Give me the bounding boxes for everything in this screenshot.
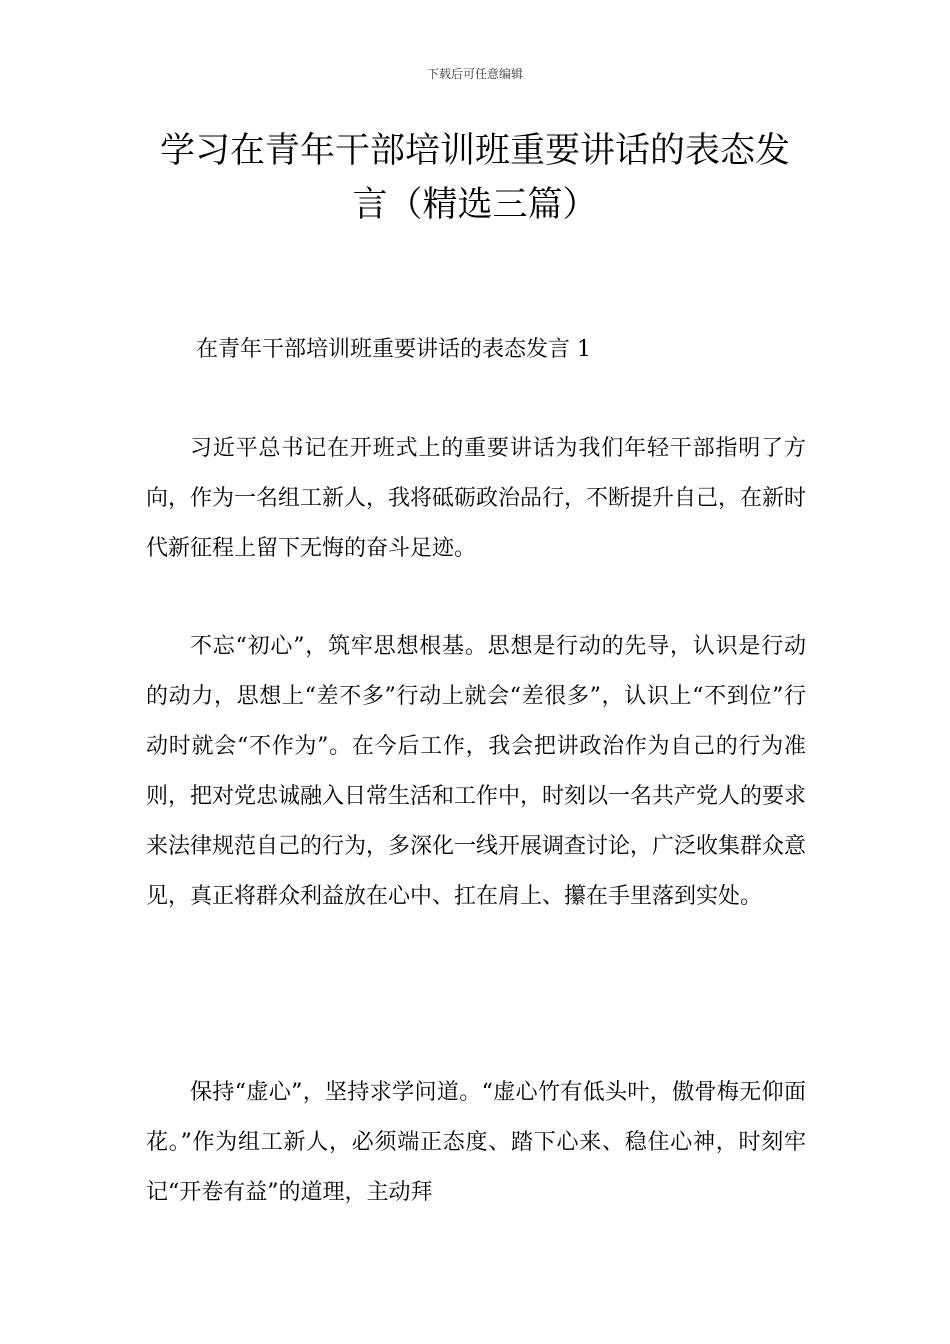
document-title (145, 124, 805, 232)
page-header-note: 下载后可任意编辑 (426, 67, 523, 81)
document-title-line-2: 言（精选三篇） (352, 185, 598, 225)
body-paragraph-2: 不忘“初心”，筑牢思想根基。思想是行动的先导，认识是行动的动力，思想上“差不多”行动上就会“差很多”，认识上“不到位”行动时就会“不作为”。在今后工作，我会把讲政治作为自己的行为准则，把对党忠诚融入日常生活和工作中，时刻以一名共产党人的要求来法律规范自己的行为，多深化一线开展调查讨论，广泛收集群众意见，真正将群众利益放在心中、扛在肩上、攥在手里落到实处。 (146, 634, 807, 909)
document-title-line-1: 学习在青年干部培训班重要讲话的表态发 (159, 131, 790, 171)
body-paragraph-3: 保持“虚心”，坚持求学问道。“虚心竹有低头叶，傲骨梅无仰面花。”作为组工新人，必须端正态度、踏下心来、稳住心神，时刻牢记“开卷有益”的道理，主动拜 (146, 1080, 806, 1205)
body-paragraph-1: 习近平总书记在开班式上的重要讲话为我们年轻干部指明了方向，作为一名组工新人，我将砥砺政治品行，不断提升自己，在新时代新征程上留下无悔的奋斗足迹。 (146, 436, 807, 561)
section-heading: 在青年干部培训班重要讲话的表态发言 1 (196, 337, 591, 362)
